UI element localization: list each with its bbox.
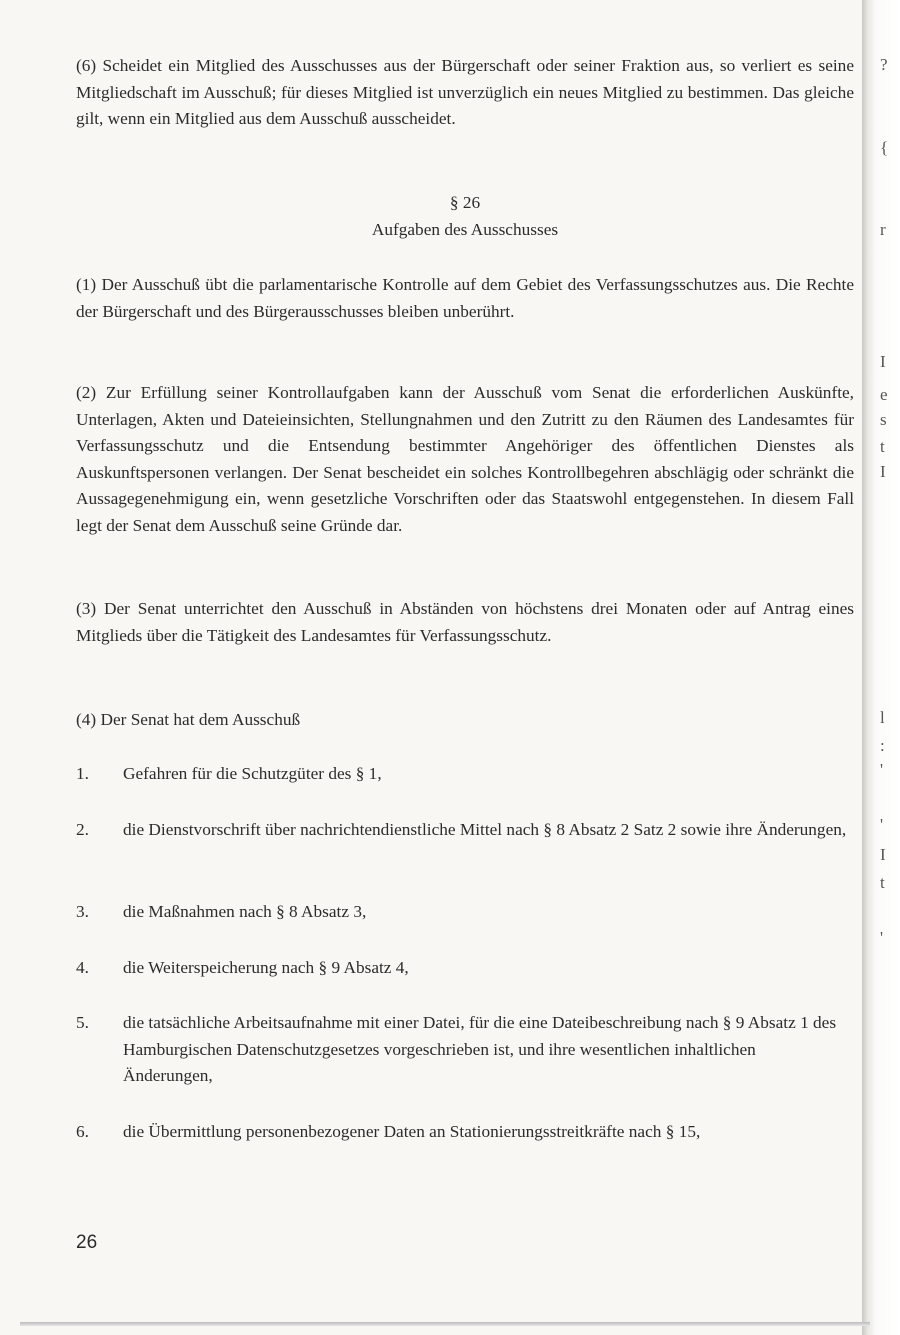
list-item — [76, 955, 854, 982]
list-item — [76, 817, 854, 844]
paragraph-2: (2) Zur Erfüllung seiner Kontrollaufgaben kann der Ausschuß vom Senat die erforderlichen Auskünfte, Unterlagen, Akten und Dateieinsichten, Stellungnahmen und den Zutritt zu den Räumen des Landesamtes für Verfassungsschutz und die Entsendung bestimmter Angehöriger des öffentlichen Dienstes als Auskunftspersonen verlangen. Der Senat bescheidet ein solches Kontrollbegehren abschlägig oder schränkt die Aussagegenehmigung ein, wenn gesetzliche Vorschriften oder das Staatswohl entgegenstehen. In diesem Fall legt der Senat dem Ausschuß seine Gründe dar. — [76, 383, 854, 535]
list-item — [76, 899, 854, 926]
gutter-glyph: r — [880, 220, 886, 239]
paragraph-1: (1) Der Ausschuß übt die parlamentarische Kontrolle auf dem Gebiet des Verfassungsschutzes aus. Die Rechte der Bürgerschaft und des Bürgerausschusses bleiben unberührt. — [76, 275, 854, 321]
list-item-number: 6. — [76, 1122, 89, 1141]
list-item-text: die tatsächliche Arbeitsaufnahme mit einer Datei, für die eine Dateibeschreibung nach § 9 Absatz 1 des Hamburgischen Datenschutzgesetzes vorgeschrieben ist, und ihre wesentlichen inhaltlichen Änderungen, — [123, 1013, 837, 1085]
list-item-text: die Dienstvorschrift über nachrichtendienstliche Mittel nach § 8 Absatz 2 Satz 2 sowie ihre Änderungen, — [123, 820, 847, 839]
gutter-glyph: e — [880, 385, 888, 404]
list-item-text: die Übermittlung personenbezogener Daten an Stationierungsstreitkräfte nach § 15, — [123, 1122, 701, 1141]
list-item-number: 2. — [76, 820, 89, 839]
list-item — [76, 1010, 854, 1090]
list-item — [76, 761, 854, 788]
list-item — [76, 1119, 854, 1146]
list-item-number: 1. — [76, 764, 89, 783]
gutter-glyph: t — [880, 437, 885, 456]
paragraph-4: (4) Der Senat hat dem Ausschuß — [76, 710, 301, 729]
list-item-number: 3. — [76, 902, 89, 921]
gutter-glyph: ' — [880, 815, 884, 834]
paragraph-6-previous: (6) Scheidet ein Mitglied des Ausschusses aus der Bürgerschaft oder seiner Fraktion aus, so verliert es seine Mitgliedschaft im Ausschuß; für dieses Mitglied ist unverzüglich ein neues Mitglied zu bestimmen. Das gleiche gilt, wenn ein Mitglied aus dem Ausschuß ausscheidet. — [76, 56, 854, 128]
gutter-glyph: ' — [880, 928, 884, 947]
gutter-glyph: s — [880, 410, 887, 429]
list-item-text: die Maßnahmen nach § 8 Absatz 3, — [123, 902, 367, 921]
list-item-number: 5. — [76, 1013, 89, 1032]
section-title: Aufgaben des Ausschusses — [371, 220, 559, 239]
section-number: § 26 — [449, 193, 481, 212]
gutter-glyph: I — [880, 845, 886, 864]
gutter-glyph: t — [880, 873, 885, 892]
gutter-glyph: : — [880, 736, 885, 755]
gutter-glyph: { — [880, 138, 889, 157]
gutter-glyph: ? — [880, 55, 888, 74]
list-item-text: Gefahren für die Schutzgüter des § 1, — [123, 764, 382, 783]
book-gutter — [862, 0, 900, 1335]
list-item-number: 4. — [76, 958, 89, 977]
bottom-edge-rule — [20, 1322, 870, 1326]
list-item-text: die Weiterspeicherung nach § 9 Absatz 4, — [123, 958, 409, 977]
gutter-glyph: I — [880, 462, 886, 481]
paragraph-3: (3) Der Senat unterrichtet den Ausschuß in Abständen von höchstens drei Monaten oder auf Antrag eines Mitglieds über die Tätigkeit des Landesamtes für Verfassungsschutz. — [76, 599, 854, 645]
gutter-glyph: ' — [880, 760, 884, 779]
page-number: 26 — [76, 1232, 98, 1253]
gutter-glyph: l — [880, 708, 885, 727]
gutter-glyph: I — [880, 352, 886, 371]
